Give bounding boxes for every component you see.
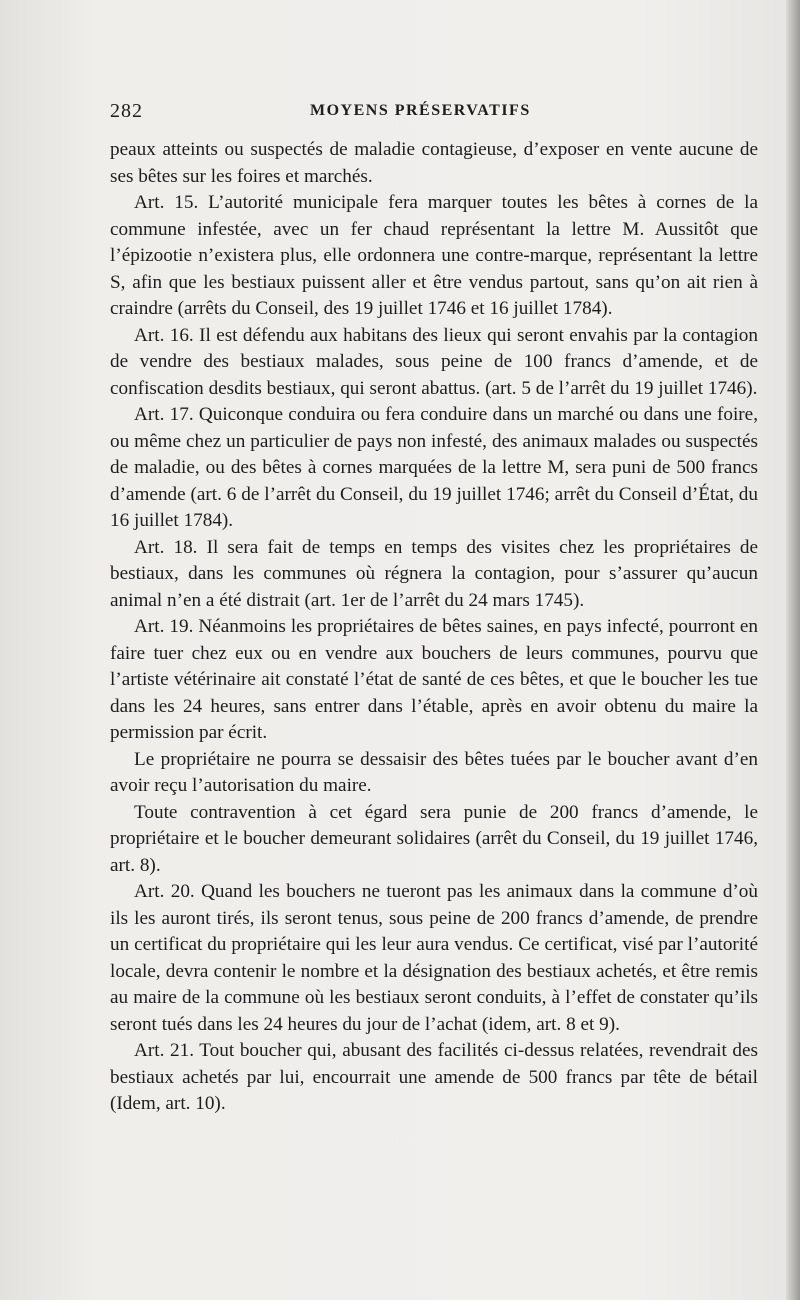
paragraph-art-19-penalty: Toute contravention à cet égard sera punie de 200 francs d’amende, le propriétaire et le boucher demeurant solidaires (arrêt du Conseil, du 19 juillet 1746, art. 8). <box>110 801 758 876</box>
paragraph-art-16: Art. 16. Il est défendu aux habitans des lieux qui seront envahis par la contagion de vendre des bestiaux malades, sous peine de 100 francs d’amende, et de confiscation desdits bestiaux, qui seront abattus. (art. 5 de l’arrêt du 19 juillet 1746). <box>110 324 758 399</box>
page-edge-shadow <box>786 0 800 1300</box>
paragraph-art-15: Art. 15. L’autorité municipale fera marquer toutes les bêtes à cornes de la commune infestée, avec un fer chaud représentant la lettre M. Aussitôt que l’épizootie n’existera plus, elle ordonnera une contre-marque, représentant la lettre S, afin que les bestiaux puissent aller et être vendus partout, sans qu’on ait rien à craindre (arrêts du Conseil, des 19 juillet 1746 et 16 juillet 1784). <box>110 192 758 319</box>
paragraph-art-19: Art. 19. Néanmoins les propriétaires de bêtes saines, en pays infecté, pourront en faire tuer chez eux ou en vendre aux bouchers de leurs communes, pourvu que l’artiste vétérinaire ait constaté l’état de santé de ces bêtes, et que le boucher les tue dans les 24 heures, sans entrer dans l’étable, après en avoir obtenu du maire la permission par écrit. <box>110 616 758 743</box>
paragraph-art-19-owner: Le propriétaire ne pourra se dessaisir des bêtes tuées par le boucher avant d’en avoir reçu l’autorisation du maire. <box>110 748 758 796</box>
page-number: 282 <box>110 100 143 122</box>
paragraph-art-20: Art. 20. Quand les bouchers ne tueront pas les animaux dans la commune d’où ils les auront tirés, ils seront tenus, sous peine de 200 francs d’amende, de prendre un certificat du propriétaire qui les leur aura vendus. Ce certificat, visé par l’autorité locale, devra contenir le nombre et la désignation des bestiaux achetés, et être remis au maire de la commune où les bestiaux seront conduits, à l’effet de constater qu’ils seront tués dans les 24 heures du jour de l’achat (idem, art. 8 et 9). <box>110 881 758 1035</box>
paragraph-art-21: Art. 21. Tout boucher qui, abusant des facilités ci-dessus relatées, revendrait des bestiaux achetés par lui, encourrait une amende de 500 francs par tête de bétail (Idem, art. 10). <box>110 1040 758 1114</box>
paragraph-art-18: Art. 18. Il sera fait de temps en temps des visites chez les propriétaires de bestiaux, dans les communes où régnera la contagion, pour s’assurer qu’aucun animal n’en a été distrait (art. 1er de l’arrêt du 24 mars 1745). <box>110 536 758 611</box>
body-text <box>110 137 758 1118</box>
paragraph-art-17: Art. 17. Quiconque conduira ou fera conduire dans un marché ou dans une foire, ou même chez un particulier de pays non infesté, des animaux malades ou suspectés de maladie, ou des bêtes à cornes marquées de la lettre M, sera puni de 500 francs d’amende (art. 6 de l’arrêt du Conseil, du 19 juillet 1746; arrêt du Conseil d’État, du 16 juillet 1784). <box>110 404 758 531</box>
page-header <box>110 100 750 130</box>
running-head: MOYENS PRÉSERVATIFS <box>310 102 531 119</box>
paragraph-continuation: peaux atteints ou suspectés de maladie contagieuse, d’exposer en vente aucune de ses bêtes sur les foires et marchés. <box>110 139 758 187</box>
